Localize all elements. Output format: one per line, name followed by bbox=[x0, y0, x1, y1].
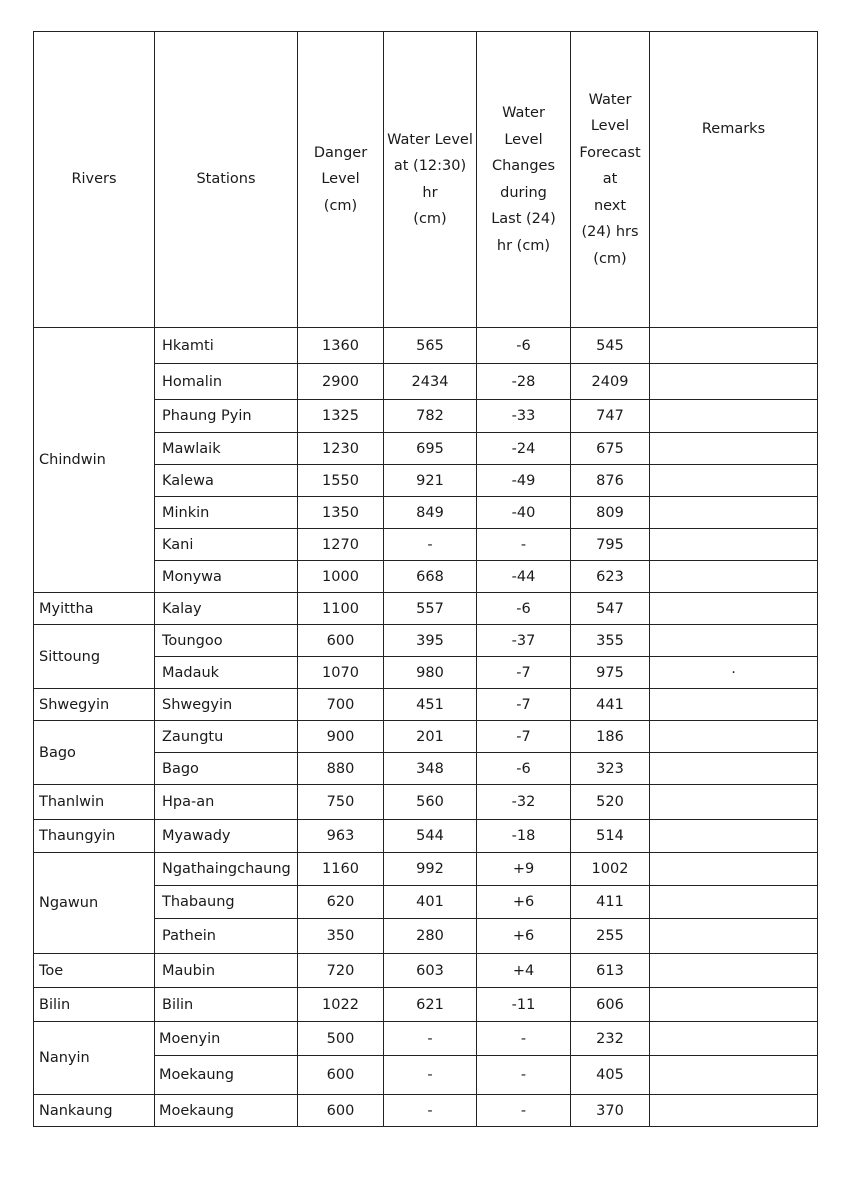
water-level-cell: - bbox=[384, 1056, 477, 1095]
table-row bbox=[34, 853, 818, 886]
table-row bbox=[34, 988, 818, 1022]
station-cell: Ngathaingchaung bbox=[155, 853, 298, 886]
danger-level-cell: 1325 bbox=[298, 400, 384, 433]
danger-level-cell: 750 bbox=[298, 785, 384, 820]
header-line: next bbox=[593, 197, 627, 214]
forecast-cell: 355 bbox=[571, 625, 650, 657]
remarks-cell bbox=[650, 529, 818, 561]
danger-level-header bbox=[298, 32, 384, 328]
remarks-cell bbox=[650, 497, 818, 529]
station-cell: Moekaung bbox=[155, 1056, 298, 1095]
station-cell: Shwegyin bbox=[155, 689, 298, 721]
station-cell: Homalin bbox=[155, 364, 298, 400]
header-line: (cm) bbox=[413, 211, 447, 227]
danger-level-cell: 1360 bbox=[298, 328, 384, 364]
river-cell: Thaungyin bbox=[34, 820, 155, 853]
remarks-cell bbox=[650, 753, 818, 785]
danger-level-cell: 1000 bbox=[298, 561, 384, 593]
remarks-header: Remarks bbox=[650, 32, 818, 328]
change-cell: -44 bbox=[477, 561, 571, 593]
water-level-cell: 921 bbox=[384, 465, 477, 497]
forecast-cell: 405 bbox=[571, 1056, 650, 1095]
change-cell: +6 bbox=[477, 886, 571, 919]
change-cell: -40 bbox=[477, 497, 571, 529]
station-cell: Hpa-an bbox=[155, 785, 298, 820]
remarks-cell bbox=[650, 433, 818, 465]
remarks-cell bbox=[650, 954, 818, 988]
change-cell: -11 bbox=[477, 988, 571, 1022]
forecast-cell: 975 bbox=[571, 657, 650, 689]
station-cell: Kalewa bbox=[155, 465, 298, 497]
remarks-cell bbox=[650, 820, 818, 853]
header-line: (cm) bbox=[593, 250, 627, 267]
forecast-cell: 370 bbox=[571, 1095, 650, 1127]
rivers-header: Rivers bbox=[34, 32, 155, 328]
changes-header bbox=[477, 32, 571, 328]
danger-level-cell: 350 bbox=[298, 919, 384, 954]
header-line: at (12:30) hr bbox=[393, 158, 467, 201]
station-cell: Kalay bbox=[155, 593, 298, 625]
water-level-cell: 280 bbox=[384, 919, 477, 954]
remarks-cell bbox=[650, 886, 818, 919]
header-line: (24) hrs bbox=[581, 224, 639, 241]
station-cell: Toungoo bbox=[155, 625, 298, 657]
remarks-cell bbox=[650, 1056, 818, 1095]
change-cell: -7 bbox=[477, 657, 571, 689]
water-level-cell: 565 bbox=[384, 328, 477, 364]
danger-level-cell: 1160 bbox=[298, 853, 384, 886]
header-line: Changes bbox=[491, 158, 556, 174]
forecast-header bbox=[571, 32, 650, 328]
change-cell: +9 bbox=[477, 853, 571, 886]
remarks-cell bbox=[650, 689, 818, 721]
station-cell: Maubin bbox=[155, 954, 298, 988]
river-cell: Thanlwin bbox=[34, 785, 155, 820]
change-cell: +6 bbox=[477, 919, 571, 954]
change-cell: -7 bbox=[477, 721, 571, 753]
water-level-cell: 451 bbox=[384, 689, 477, 721]
forecast-cell: 232 bbox=[571, 1022, 650, 1056]
danger-level-cell: 720 bbox=[298, 954, 384, 988]
change-cell: - bbox=[477, 1056, 571, 1095]
change-cell: -7 bbox=[477, 689, 571, 721]
remarks-cell bbox=[650, 988, 818, 1022]
forecast-cell: 747 bbox=[571, 400, 650, 433]
remarks-cell bbox=[650, 1022, 818, 1056]
remarks-cell bbox=[650, 400, 818, 433]
header-line: Level bbox=[321, 171, 360, 188]
change-cell: -6 bbox=[477, 328, 571, 364]
water-level-cell: 782 bbox=[384, 400, 477, 433]
change-cell: -6 bbox=[477, 753, 571, 785]
forecast-cell: 547 bbox=[571, 593, 650, 625]
table-row bbox=[34, 593, 818, 625]
station-cell: Bago bbox=[155, 753, 298, 785]
table-row bbox=[34, 625, 818, 657]
forecast-cell: 1002 bbox=[571, 853, 650, 886]
station-cell: Monywa bbox=[155, 561, 298, 593]
remarks-cell bbox=[650, 593, 818, 625]
station-cell: Mawlaik bbox=[155, 433, 298, 465]
header-line: at bbox=[602, 171, 618, 188]
water-level-cell: - bbox=[384, 1095, 477, 1127]
danger-level-cell: 1070 bbox=[298, 657, 384, 689]
table-row bbox=[34, 785, 818, 820]
change-cell: - bbox=[477, 1022, 571, 1056]
river-cell: Shwegyin bbox=[34, 689, 155, 721]
danger-level-cell: 500 bbox=[298, 1022, 384, 1056]
water-level-cell: 603 bbox=[384, 954, 477, 988]
header-line: hr (cm) bbox=[496, 237, 551, 254]
water-level-cell: 980 bbox=[384, 657, 477, 689]
header-line: (cm) bbox=[323, 197, 358, 214]
forecast-cell: 613 bbox=[571, 954, 650, 988]
station-cell: Pathein bbox=[155, 919, 298, 954]
river-cell: Ngawun bbox=[34, 853, 155, 954]
water-level-cell: 395 bbox=[384, 625, 477, 657]
danger-level-cell: 2900 bbox=[298, 364, 384, 400]
forecast-cell: 795 bbox=[571, 529, 650, 561]
header-line: Water bbox=[588, 91, 632, 108]
header-line: Water bbox=[502, 105, 545, 121]
table-row bbox=[34, 1022, 818, 1056]
water-level-cell: 849 bbox=[384, 497, 477, 529]
danger-level-cell: 1230 bbox=[298, 433, 384, 465]
change-cell: +4 bbox=[477, 954, 571, 988]
danger-level-cell: 1100 bbox=[298, 593, 384, 625]
station-cell: Kani bbox=[155, 529, 298, 561]
water-level-cell: 201 bbox=[384, 721, 477, 753]
remarks-cell bbox=[650, 785, 818, 820]
forecast-cell: 514 bbox=[571, 820, 650, 853]
danger-level-cell: 1350 bbox=[298, 497, 384, 529]
table-row bbox=[34, 954, 818, 988]
table-row bbox=[34, 689, 818, 721]
water-level-cell: 544 bbox=[384, 820, 477, 853]
station-cell: Minkin bbox=[155, 497, 298, 529]
water-level-cell: 2434 bbox=[384, 364, 477, 400]
table-row bbox=[34, 328, 818, 364]
forecast-cell: 675 bbox=[571, 433, 650, 465]
station-cell: Moenyin bbox=[155, 1022, 298, 1056]
header-line: Danger bbox=[313, 144, 368, 161]
change-cell: -24 bbox=[477, 433, 571, 465]
remarks-cell bbox=[650, 919, 818, 954]
header-line: Forecast bbox=[579, 144, 641, 161]
water-level-cell: 695 bbox=[384, 433, 477, 465]
remarks-cell bbox=[650, 328, 818, 364]
header-line: Water Level bbox=[387, 131, 473, 148]
river-cell: Myittha bbox=[34, 593, 155, 625]
water-level-cell: - bbox=[384, 529, 477, 561]
danger-level-cell: 1550 bbox=[298, 465, 384, 497]
forecast-cell: 545 bbox=[571, 328, 650, 364]
river-cell: Chindwin bbox=[34, 328, 155, 593]
station-cell: Hkamti bbox=[155, 328, 298, 364]
danger-level-cell: 880 bbox=[298, 753, 384, 785]
forecast-cell: 323 bbox=[571, 753, 650, 785]
remarks-cell bbox=[650, 465, 818, 497]
station-cell: Myawady bbox=[155, 820, 298, 853]
danger-level-cell: 1270 bbox=[298, 529, 384, 561]
forecast-cell: 520 bbox=[571, 785, 650, 820]
remarks-cell bbox=[650, 853, 818, 886]
remarks-cell bbox=[650, 364, 818, 400]
forecast-cell: 441 bbox=[571, 689, 650, 721]
header-line: Level bbox=[590, 118, 630, 135]
header-line: Last (24) bbox=[491, 211, 556, 227]
table-row bbox=[34, 721, 818, 753]
forecast-cell: 623 bbox=[571, 561, 650, 593]
forecast-cell: 606 bbox=[571, 988, 650, 1022]
change-cell: - bbox=[477, 529, 571, 561]
table-body bbox=[34, 328, 818, 1127]
station-cell: Bilin bbox=[155, 988, 298, 1022]
change-cell: - bbox=[477, 1095, 571, 1127]
forecast-cell: 876 bbox=[571, 465, 650, 497]
station-cell: Thabaung bbox=[155, 886, 298, 919]
change-cell: -18 bbox=[477, 820, 571, 853]
river-cell: Bago bbox=[34, 721, 155, 785]
station-cell: Moekaung bbox=[155, 1095, 298, 1127]
river-cell: Nanyin bbox=[34, 1022, 155, 1095]
stations-header: Stations bbox=[155, 32, 298, 328]
forecast-cell: 2409 bbox=[571, 364, 650, 400]
table-row bbox=[34, 1095, 818, 1127]
remarks-cell: · bbox=[650, 657, 818, 689]
header-line: Level bbox=[504, 131, 543, 148]
danger-level-cell: 600 bbox=[298, 1095, 384, 1127]
change-cell: -6 bbox=[477, 593, 571, 625]
water-level-cell: 348 bbox=[384, 753, 477, 785]
change-cell: -49 bbox=[477, 465, 571, 497]
remarks-cell bbox=[650, 625, 818, 657]
change-cell: -28 bbox=[477, 364, 571, 400]
river-cell: Sittoung bbox=[34, 625, 155, 689]
table-row bbox=[34, 820, 818, 853]
water-level-cell: 992 bbox=[384, 853, 477, 886]
remarks-cell bbox=[650, 561, 818, 593]
change-cell: -33 bbox=[477, 400, 571, 433]
header-row bbox=[34, 32, 818, 328]
danger-level-cell: 900 bbox=[298, 721, 384, 753]
river-cell: Toe bbox=[34, 954, 155, 988]
danger-level-cell: 600 bbox=[298, 1056, 384, 1095]
water-level-cell: - bbox=[384, 1022, 477, 1056]
remarks-cell bbox=[650, 721, 818, 753]
change-cell: -32 bbox=[477, 785, 571, 820]
danger-level-cell: 600 bbox=[298, 625, 384, 657]
river-cell: Bilin bbox=[34, 988, 155, 1022]
danger-level-cell: 963 bbox=[298, 820, 384, 853]
remarks-cell bbox=[650, 1095, 818, 1127]
water-level-cell: 621 bbox=[384, 988, 477, 1022]
change-cell: -37 bbox=[477, 625, 571, 657]
station-cell: Phaung Pyin bbox=[155, 400, 298, 433]
water-level-cell: 668 bbox=[384, 561, 477, 593]
danger-level-cell: 620 bbox=[298, 886, 384, 919]
danger-level-cell: 1022 bbox=[298, 988, 384, 1022]
water-level-cell: 401 bbox=[384, 886, 477, 919]
water-level-header bbox=[384, 32, 477, 328]
water-level-table bbox=[33, 31, 818, 1127]
danger-level-cell: 700 bbox=[298, 689, 384, 721]
forecast-cell: 186 bbox=[571, 721, 650, 753]
header-line: during bbox=[500, 184, 547, 201]
forecast-cell: 411 bbox=[571, 886, 650, 919]
forecast-cell: 809 bbox=[571, 497, 650, 529]
forecast-cell: 255 bbox=[571, 919, 650, 954]
station-cell: Madauk bbox=[155, 657, 298, 689]
water-level-cell: 560 bbox=[384, 785, 477, 820]
station-cell: Zaungtu bbox=[155, 721, 298, 753]
river-cell: Nankaung bbox=[34, 1095, 155, 1127]
water-level-cell: 557 bbox=[384, 593, 477, 625]
